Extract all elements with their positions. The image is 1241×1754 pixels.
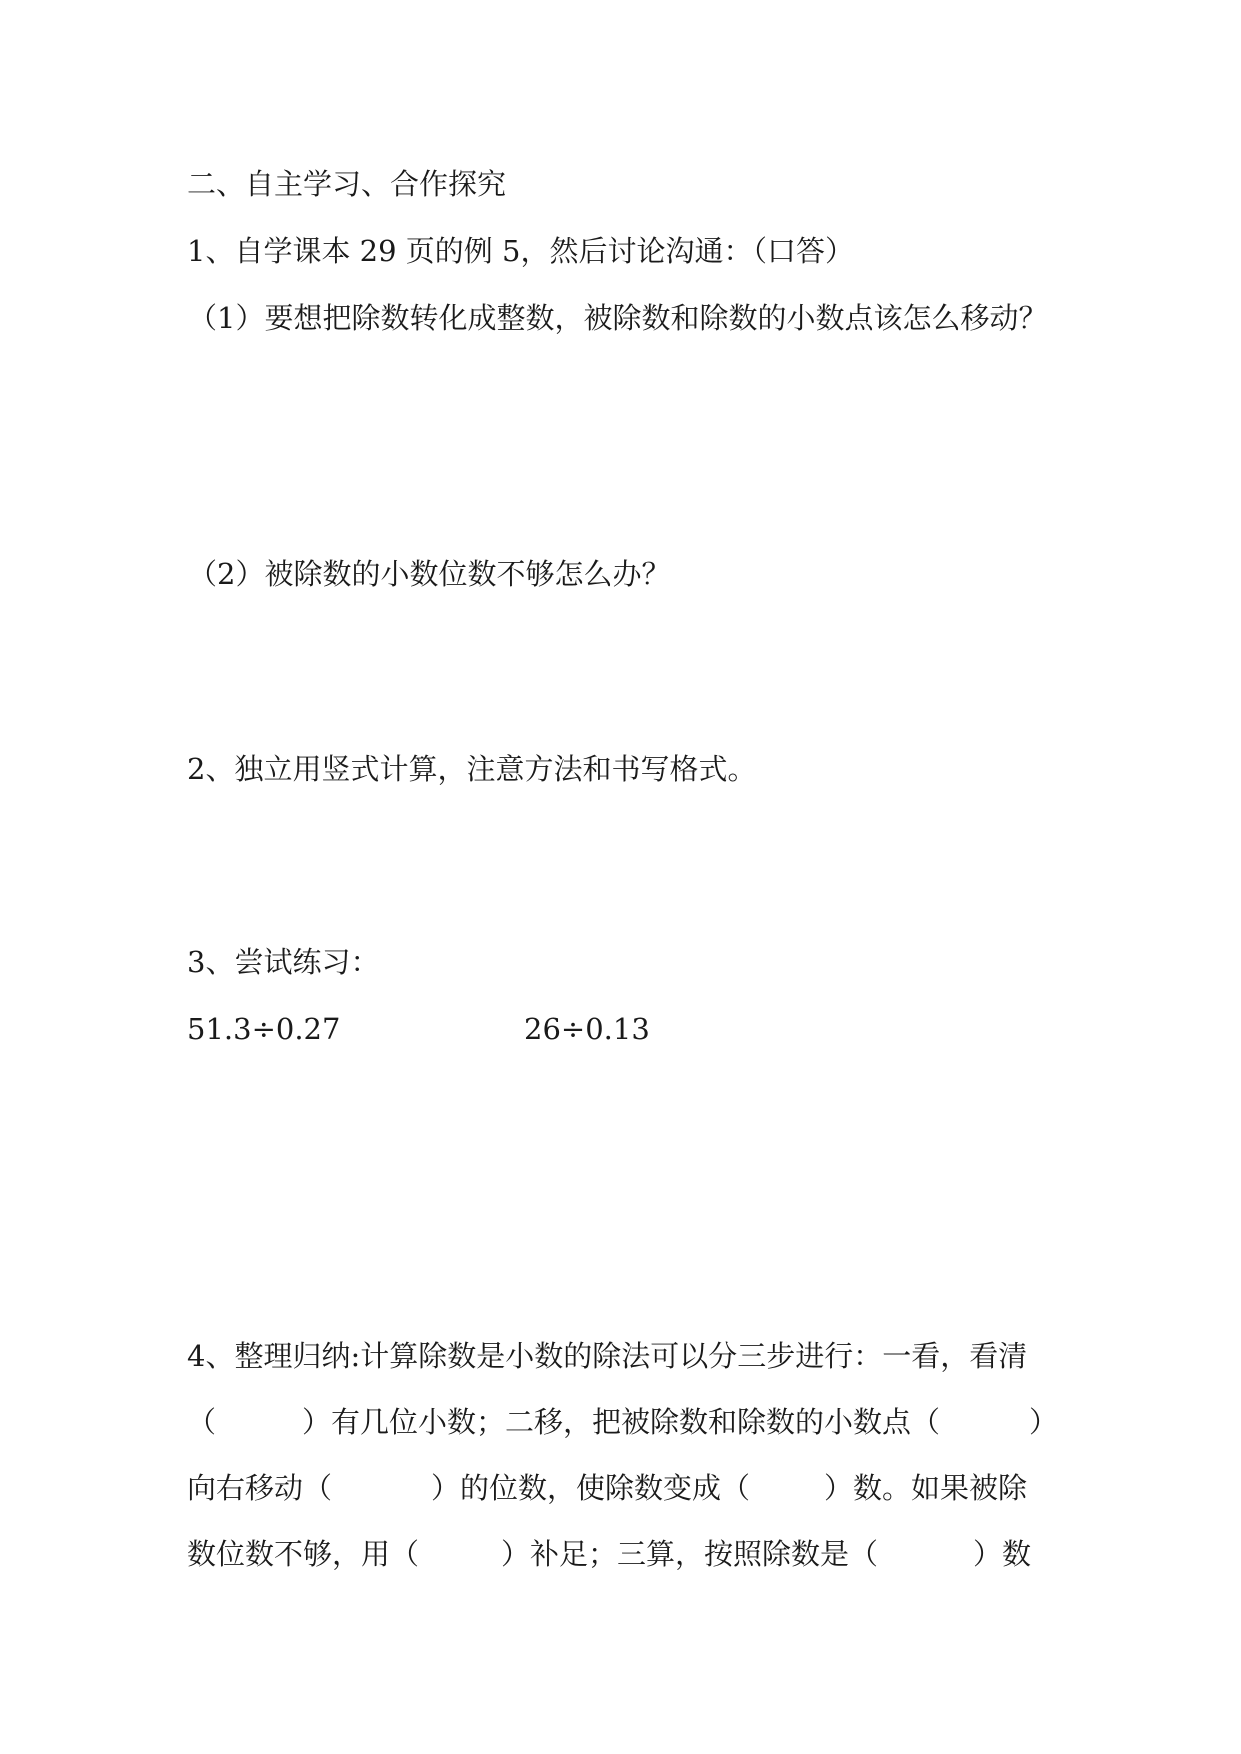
item-4-line-3-a: 向右移动（ bbox=[187, 1471, 333, 1505]
item-4-line-3 bbox=[187, 1470, 1027, 1506]
item-4-line-4-a: 数位数不够，用（ bbox=[187, 1537, 420, 1571]
item-1-question-2: （2）被除数的小数位数不够怎么办？ bbox=[188, 557, 671, 591]
practice-problem-1: 51.3÷0.27 bbox=[187, 1012, 341, 1046]
item-3-heading: 3、尝试练习： bbox=[187, 945, 380, 979]
item-4-line-4 bbox=[187, 1536, 1031, 1572]
fill-blank-open: （ bbox=[187, 1405, 217, 1439]
item-4-line-2 bbox=[187, 1404, 1058, 1440]
item-4-line-3-b: ）的位数，使除数变成（ bbox=[431, 1471, 751, 1505]
fill-blank-close: ） bbox=[1029, 1405, 1059, 1439]
item-4-line-4-c: ）数 bbox=[973, 1537, 1032, 1571]
item-1-heading: 1、自学课本 29 页的例 5，然后讨论沟通：（口答） bbox=[187, 234, 854, 268]
item-2-heading: 2、独立用竖式计算，注意方法和书写格式。 bbox=[187, 752, 757, 786]
item-4-line-3-c: ）数。如果被除 bbox=[824, 1471, 1028, 1505]
item-4-line-1: 4、整理归纳:计算除数是小数的除法可以分三步进行：一看，看清 bbox=[187, 1339, 1028, 1373]
practice-problem-2: 26÷0.13 bbox=[524, 1012, 650, 1046]
item-4-line-4-b: ）补足；三算，按照除数是（ bbox=[501, 1537, 879, 1571]
item-1-question-1: （1）要想把除数转化成整数，被除数和除数的小数点该怎么移动？ bbox=[188, 301, 1048, 335]
section-title: 二、自主学习、合作探究 bbox=[187, 167, 507, 201]
item-4-line-2-text: ）有几位小数；二移，把被除数和除数的小数点（ bbox=[302, 1405, 941, 1439]
